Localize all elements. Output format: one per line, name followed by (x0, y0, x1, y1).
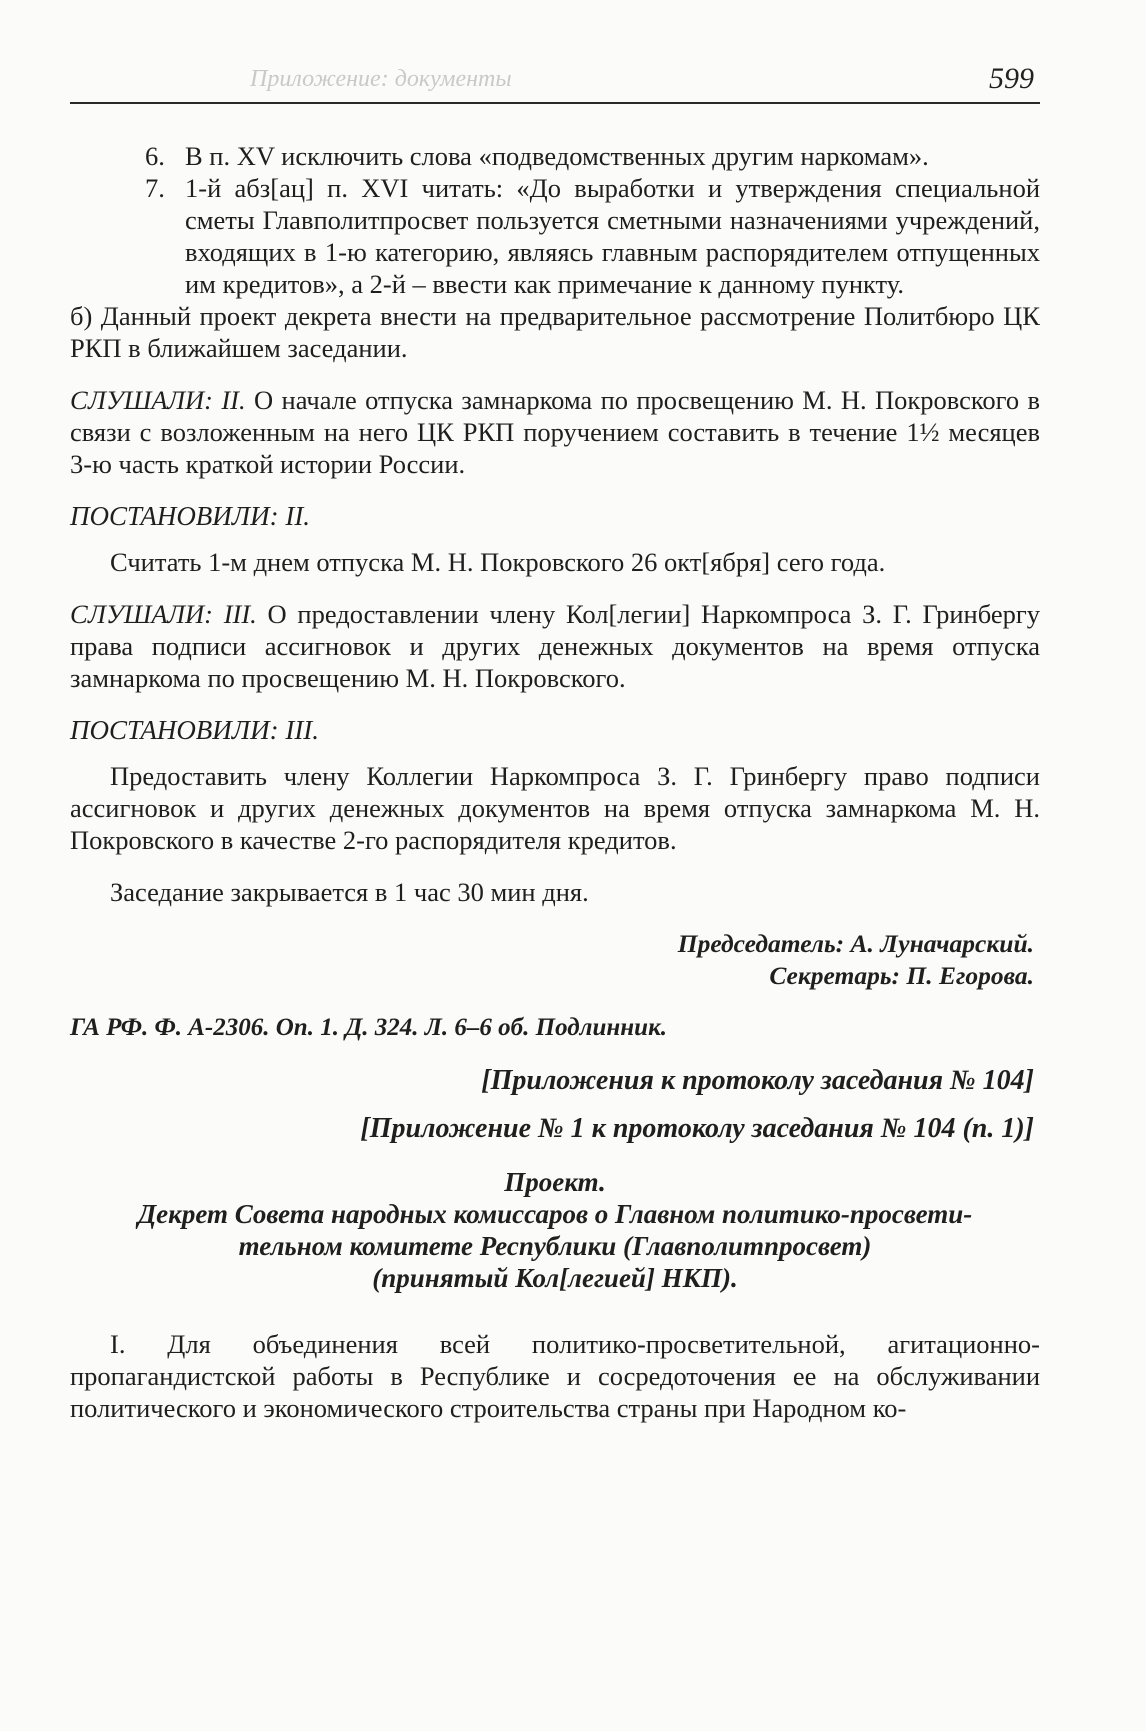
decree-title-line-3: (принятый Кол[легией] НКП). (372, 1263, 738, 1293)
decree-title-line-1: Декрет Совета народных комиссаров о Главном политико-просвети- (137, 1199, 973, 1229)
appendix-heading: [Приложения к протоколу заседания № 104] (481, 1065, 1034, 1096)
heard-3 (70, 598, 1040, 694)
item-number: 6. (145, 141, 165, 171)
heard-label: СЛУШАЛИ: II. (70, 385, 246, 415)
section-1-text: I. Для объединения всей политико-просветительной, агитационно-пропагандистской работы в Республике и сосредоточения ее на обслуживании политического и экономического строительства страны при Народном ко- (70, 1329, 1040, 1423)
signature-chairman: Председатель: А. Луначарский. (677, 929, 1034, 958)
page-number: 599 (989, 62, 1034, 95)
signature-secretary: Секретарь: П. Егорова. (769, 961, 1034, 990)
decided-3-label: ПОСТАНОВИЛИ: III. (70, 715, 320, 745)
item-text: В п. XV исключить слова «подведомственных другим наркомам». (185, 141, 929, 171)
page (70, 0, 1040, 1731)
heard-text: О предоставлении члену Кол[легии] Наркомпроса З. Г. Гринбергу права подписи ассигновок и других денежных документов на время отпуска замнаркома по просвещению М. Н. Покровского. (70, 599, 1040, 693)
paragraph-b: б) Данный проект декрета внести на предварительное рассмотрение Политбюро ЦК РКП в ближайшем заседании. (70, 301, 1040, 363)
page-header (70, 62, 1040, 104)
heard-label: СЛУШАЛИ: III. (70, 599, 257, 629)
item-text: 1-й абз[ац] п. XVI читать: «До выработки и утверждения специальной сметы Главполитпросвет пользуется сметными назначениями учреждений, входящих в 1-ю категорию, являясь главным распорядителем отпущенных им кредитов», а 2-й – ввести как примечание к данному пункту. (185, 173, 1040, 299)
document-body (70, 140, 1040, 1424)
decided-2-text: Считать 1-м днем отпуска М. Н. Покровского 26 окт[ября] сего года. (110, 547, 886, 577)
decided-3-text: Предоставить члену Коллегии Наркомпроса З. Г. Гринбергу право подписи ассигновок и других денежных документов на время отпуска замнаркома М. Н. Покровского в качестве 2-го распорядителя кредитов. (70, 761, 1040, 855)
appendix-1-heading: [Приложение № 1 к протоколу заседания № 104 (п. 1)] (360, 1113, 1034, 1144)
project-label: Проект. (504, 1167, 606, 1197)
list-item (70, 172, 1040, 300)
archive-reference: ГА РФ. Ф. А-2306. Оп. 1. Д. 324. Л. 6–6 об. Подлинник. (70, 1014, 667, 1041)
decree-title-line-2: тельном комитете Республики (Главполитпросвет) (238, 1231, 872, 1261)
item-number: 7. (145, 173, 165, 203)
heard-text: О начале отпуска замнаркома по просвещению М. Н. Покровского в связи с возложенным на него ЦК РКП поручением составить в течение 1½ месяцев 3-ю часть краткой истории России. (70, 385, 1040, 479)
list-item (70, 140, 1040, 172)
running-title: Приложение: документы (250, 66, 512, 92)
decided-2-label: ПОСТАНОВИЛИ: II. (70, 501, 311, 531)
closing-statement: Заседание закрывается в 1 час 30 мин дня. (110, 877, 589, 907)
heard-2 (70, 384, 1040, 480)
